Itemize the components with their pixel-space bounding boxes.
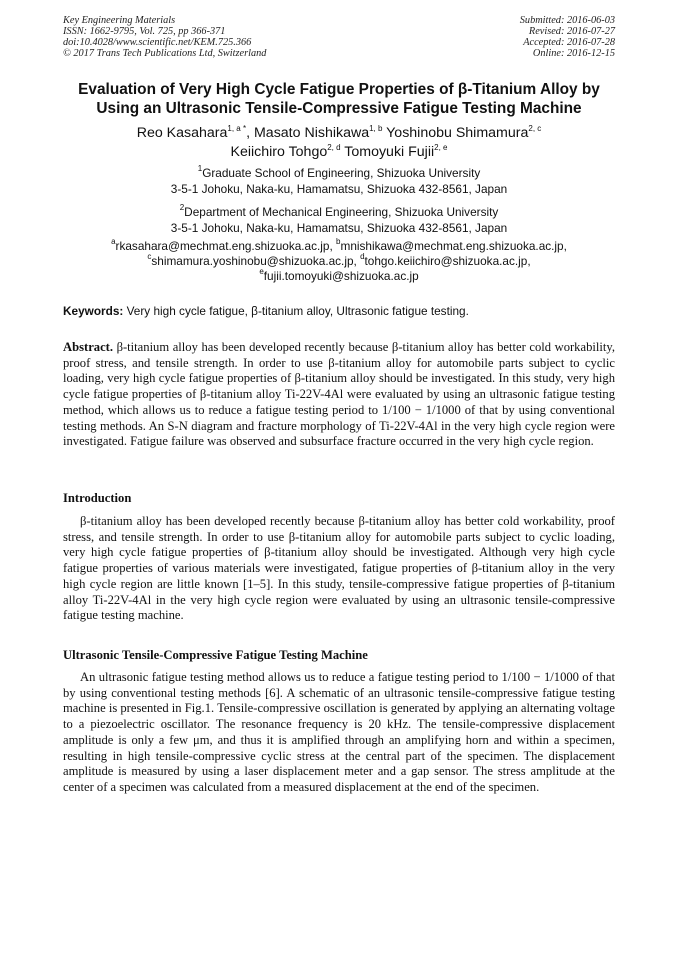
affiliation-address: 3-5-1 Johoku, Naka-ku, Hamamatsu, Shizuoka 432-8561, Japan: [170, 181, 508, 196]
journal-name: Key Engineering Materials: [63, 15, 176, 26]
affiliation-1: [20, 166, 658, 197]
email-sup: c: [147, 252, 152, 262]
author-sup: 2, e: [434, 143, 448, 152]
online-date: Online: 2016-12-15: [532, 48, 615, 59]
journal-header-right: [520, 15, 615, 59]
email-link[interactable]: fujii.tomoyuki@shizuoka.ac.jp: [263, 269, 419, 284]
affiliation-2: [20, 205, 658, 236]
copyright: © 2017 Trans Tech Publications Ltd, Switzerland: [63, 48, 267, 59]
author-list: Reo Kasahara$^{1, a *}$, Masato Nishikawa$^{1, b}$ Yoshinobu Shimamura$^{2, c}$ Keiichiro Tohgo$^{2, d}$ Tomoyuki Fujii$^{2, e}$: [136, 124, 542, 160]
email-link[interactable]: mnishikawa@mechmat.eng.shizuoka.ac.jp: [340, 239, 564, 253]
email-sup: a: [111, 237, 116, 246]
affiliation-name: Department of Mechanical Engineering, Shizuoka University: [184, 205, 499, 219]
email-list: $^a$rkasahara@mechmat.eng.shizuoka.ac.jp, $^b$mnishikawa@mechmat.eng.shizuoka.ac.jp, $^c$shimamura.yoshinobu@shizuoka.ac.jp, $^d$tohgo.keiichiro@shizuoka.ac.jp, $^e$fujii.tomoyuki@shizuoka.ac.jp: [111, 237, 567, 284]
keywords-label: Keywords:: [63, 304, 124, 318]
abstract-label: Abstract.: [63, 340, 114, 354]
journal-header-left: [63, 15, 266, 59]
email-sup: b: [336, 237, 341, 246]
introduction-text: β-titanium alloy has been developed recently because β-titanium alloy has better cold workability, proof stress, and tensile strength. In order to use β-titanium alloy for automobile parts subject to cyclic loading, very high cycle fatigue properties of β-titanium alloy should be investigated. Although very high cycle fatigue properties of various materials were investigated, fatigue properties of β-titanium alloy in the very high cycle region are little known [1–5]. In this study, tensile-compressive fatigue properties of β-titanium alloy Ti-22V-4Al in the very high cycle region were evaluated by using an ultrasonic tensile-compressive fatigue testing machine.: [63, 514, 615, 623]
author-name: Masato Nishikawa: [253, 125, 370, 141]
author-sup: 1, a *: [227, 124, 247, 133]
paper-title: [20, 80, 658, 118]
author-sup: 1, b: [369, 124, 383, 133]
email-sup: e: [259, 267, 264, 277]
abstract-text: β-titanium alloy has been developed recently because β-titanium alloy has better cold workability, proof stress, and tensile strength. In order to use β-titanium alloy for automobile parts subject to cyclic loading, very high cycle fatigue properties of β-titanium alloy should be investigated. In this study, very high cycle fatigue properties of β-titanium alloy Ti-22V-4Al were evaluated by using an ultrasonic fatigue testing method, which allows us to reduce a fatigue testing period to 1/100 − 1/1000 of that by using conventional testing methods. An S-N diagram and fracture morphology of Ti-22V-4Al in the very high cycle region were investigated. Fatigue failure was observed and subsurface fracture occurred in the very high cycle region.: [63, 340, 615, 449]
author-name: Yoshinobu Shimamura: [386, 125, 529, 141]
submitted-date: Submitted: 2016-06-03: [519, 15, 615, 26]
email-link[interactable]: shimamura.yoshinobu@shizuoka.ac.jp: [151, 254, 354, 269]
accepted-date: Accepted: 2016-07-28: [523, 37, 615, 48]
title-line-2: Using an Ultrasonic Tensile-Compressive Fatigue Testing Machine: [96, 100, 582, 117]
machine-section-text: An ultrasonic fatigue testing method allows us to reduce a fatigue testing period to 1/100 − 1/1000 of that by using conventional testing methods [6]. A schematic of an ultrasonic tensile-compressive fatigue testing machine is presented in Fig.1. Tensile-compressive oscillation is generated by applying an alternating voltage to a piezoelectric oscillator. The resonance frequency is 20 kHz. The tensile-compressive displacement amplitude is only a few μm, and thus it is amplified through an amplifying horn and within a specimen, resulting in high tensile-compressive cyclic stress at the central part of the specimen. The displacement amplitude is measured by using a laser displacement meter and a gap sensor. The stress amplitude at the center of a specimen was calculated from a measured displacement at the end of the specimen.: [63, 670, 615, 794]
introduction-heading: Introduction: [63, 491, 132, 505]
affiliation-address: 3-5-1 Johoku, Naka-ku, Hamamatsu, Shizuoka 432-8561, Japan: [170, 220, 508, 235]
author-sup: 2, d: [327, 143, 341, 152]
keywords: [63, 304, 615, 319]
affiliation-name: Graduate School of Engineering, Shizuoka University: [202, 166, 481, 180]
author-name: Tomoyuki Fujii: [344, 144, 435, 160]
author-name: Reo Kasahara: [136, 125, 228, 141]
machine-section-heading: Ultrasonic Tensile-Compressive Fatigue Testing Machine: [63, 648, 368, 662]
author-name: Keiichiro Tohgo: [230, 144, 328, 160]
affiliation-sup: 1: [197, 164, 203, 173]
email-link[interactable]: tohgo.keiichiro@shizuoka.ac.jp: [364, 254, 528, 269]
abstract: [63, 340, 615, 450]
title-line-1: Evaluation of Very High Cycle Fatigue Properties of β-Titanium Alloy by: [78, 81, 600, 98]
doi: doi:10.4028/www.scientific.net/KEM.725.366: [63, 37, 252, 48]
keywords-text: Very high cycle fatigue, β-titanium alloy, Ultrasonic fatigue testing.: [126, 304, 469, 318]
email-link[interactable]: rkasahara@mechmat.eng.shizuoka.ac.jp: [115, 239, 330, 253]
issn: ISSN: 1662-9795, Vol. 725, pp 366-371: [63, 26, 226, 37]
affiliation-sup: 2: [179, 203, 185, 212]
author-sup: 2, c: [528, 124, 542, 133]
email-sup: d: [360, 252, 365, 262]
revised-date: Revised: 2016-07-27: [528, 26, 615, 37]
